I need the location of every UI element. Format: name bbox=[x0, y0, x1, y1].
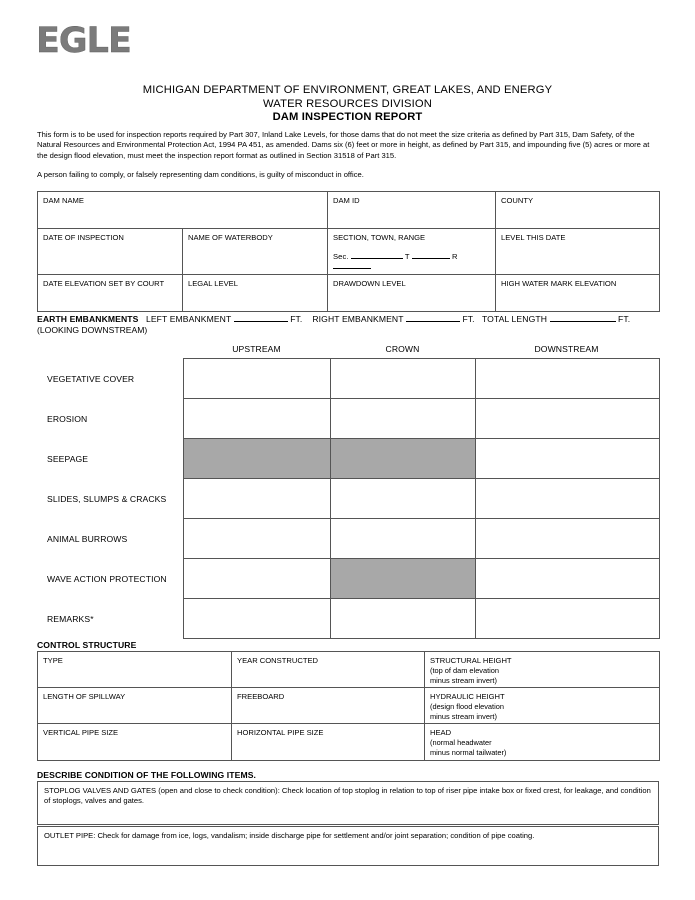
cell-vegetative-cover-crown[interactable] bbox=[330, 359, 475, 399]
cell-remarks-downstream[interactable] bbox=[475, 599, 659, 639]
total-length-unit: FT. bbox=[618, 314, 631, 324]
left-embankment-label: LEFT EMBANKMENT bbox=[145, 314, 232, 324]
table-row bbox=[38, 652, 660, 688]
structural-height-note-1: (top of dam elevation bbox=[430, 666, 500, 675]
page-title: DAM INSPECTION REPORT bbox=[272, 111, 423, 123]
table-row bbox=[37, 479, 659, 519]
earth-embankments-subtitle: (LOOKING DOWNSTREAM) bbox=[37, 325, 148, 335]
row-label-vegetative-cover: VEGETATIVE COVER bbox=[47, 373, 135, 384]
cell-seepage-upstream bbox=[183, 439, 330, 479]
division-name-line: WATER RESOURCES DIVISION bbox=[263, 98, 432, 110]
row-label-remarks: REMARKS* bbox=[47, 613, 94, 624]
hydraulic-height-note-2: minus stream invert) bbox=[430, 711, 497, 721]
cell-animal-burrows-downstream[interactable] bbox=[475, 519, 659, 559]
field-type[interactable]: TYPE bbox=[38, 652, 232, 688]
control-structure-title: CONTROL STRUCTURE bbox=[37, 640, 137, 650]
table-row bbox=[37, 359, 659, 399]
cell-erosion-crown[interactable] bbox=[330, 399, 475, 439]
structural-height-label: STRUCTURAL HEIGHT bbox=[430, 656, 512, 665]
table-row bbox=[37, 439, 659, 479]
sec-blank-input[interactable] bbox=[351, 258, 403, 259]
field-hydraulic-height[interactable] bbox=[425, 688, 660, 724]
field-length-of-spillway[interactable]: LENGTH OF SPILLWAY bbox=[38, 688, 232, 724]
hydraulic-height-note-1: (design flood elevation bbox=[430, 702, 504, 712]
row-label-wave-action-protection: WAVE ACTION PROTECTION bbox=[47, 573, 167, 584]
table-row bbox=[38, 275, 660, 312]
row-label-erosion: EROSION bbox=[47, 413, 88, 424]
cell-wave-action-crown bbox=[330, 559, 475, 599]
right-embankment-unit: FT. bbox=[462, 314, 475, 324]
table-row bbox=[38, 688, 660, 724]
cell-slides-crown[interactable] bbox=[330, 479, 475, 519]
egle-logo-text: EGLE bbox=[36, 21, 131, 61]
field-horizontal-pipe-size[interactable]: HORIZONTAL PIPE SIZE bbox=[232, 724, 425, 760]
township-label: T bbox=[404, 252, 410, 261]
field-dam-name[interactable]: DAM NAME bbox=[38, 192, 328, 229]
field-name-of-waterbody[interactable]: NAME OF WATERBODY bbox=[183, 229, 328, 275]
cell-slides-upstream[interactable] bbox=[183, 479, 330, 519]
field-year-constructed[interactable]: YEAR CONSTRUCTED bbox=[232, 652, 425, 688]
total-length-input[interactable] bbox=[550, 321, 616, 322]
sec-prefix-label: Sec. bbox=[333, 252, 349, 261]
table-row bbox=[37, 559, 659, 599]
section-town-range-blanks[interactable] bbox=[333, 252, 490, 272]
table-row bbox=[38, 192, 660, 229]
egle-logo bbox=[36, 21, 154, 61]
cell-seepage-downstream[interactable] bbox=[475, 439, 659, 479]
earth-embankments-title: EARTH EMBANKMENTS bbox=[37, 314, 139, 324]
field-date-elevation-set-by-court[interactable]: DATE ELEVATION SET BY COURT bbox=[38, 275, 183, 312]
table-row bbox=[37, 519, 659, 559]
section-town-range-label: SECTION, TOWN, RANGE bbox=[333, 233, 426, 242]
field-legal-level[interactable]: LEGAL LEVEL bbox=[183, 275, 328, 312]
column-header-upstream: UPSTREAM bbox=[232, 344, 281, 354]
row-label-slides-slumps-cracks: SLIDES, SLUMPS & CRACKS bbox=[47, 493, 167, 504]
table-row bbox=[37, 399, 659, 439]
table-row bbox=[37, 599, 659, 639]
column-header-downstream: DOWNSTREAM bbox=[534, 344, 599, 354]
table-row bbox=[38, 724, 660, 760]
cell-vegetative-cover-downstream[interactable] bbox=[475, 359, 659, 399]
structural-height-note-2: minus stream invert) bbox=[430, 675, 497, 685]
cell-seepage-crown bbox=[330, 439, 475, 479]
earth-embankments-header bbox=[37, 314, 630, 324]
field-drawdown-level[interactable]: DRAWDOWN LEVEL bbox=[328, 275, 496, 312]
field-date-of-inspection[interactable]: DATE OF INSPECTION bbox=[38, 229, 183, 275]
control-structure-table bbox=[37, 651, 660, 761]
field-head[interactable] bbox=[425, 724, 660, 760]
field-vertical-pipe-size[interactable]: VERTICAL PIPE SIZE bbox=[38, 724, 232, 760]
field-level-this-date[interactable]: LEVEL THIS DATE bbox=[496, 229, 660, 275]
row-label-animal-burrows: ANIMAL BURROWS bbox=[47, 533, 128, 544]
range-blank-input[interactable] bbox=[333, 268, 371, 269]
row-label-seepage: SEEPAGE bbox=[47, 453, 89, 464]
cell-remarks-crown[interactable] bbox=[330, 599, 475, 639]
head-note-1: (normal headwater bbox=[430, 738, 492, 748]
total-length-label: TOTAL LENGTH bbox=[481, 314, 548, 324]
column-header-crown: CROWN bbox=[385, 344, 420, 354]
cell-remarks-upstream[interactable] bbox=[183, 599, 330, 639]
cell-slides-downstream[interactable] bbox=[475, 479, 659, 519]
cell-animal-burrows-crown[interactable] bbox=[330, 519, 475, 559]
cell-animal-burrows-upstream[interactable] bbox=[183, 519, 330, 559]
stoplog-valves-and-gates-box[interactable]: STOPLOG VALVES AND GATES (open and close to check condition): Check location of top stoplog in relation to top of riser pipe intake box or fixed crest, for leakage, and condition of stoplogs, valves and gates. bbox=[37, 781, 659, 825]
field-section-town-range[interactable] bbox=[328, 229, 496, 275]
agency-name-line: MICHIGAN DEPARTMENT OF ENVIRONMENT, GREAT LAKES, AND ENERGY bbox=[142, 84, 553, 96]
right-embankment-input[interactable] bbox=[406, 321, 460, 322]
describe-conditions-title: DESCRIBE CONDITION OF THE FOLLOWING ITEMS. bbox=[37, 770, 257, 780]
left-embankment-unit: FT. bbox=[290, 314, 303, 324]
hydraulic-height-label: HYDRAULIC HEIGHT bbox=[430, 692, 505, 702]
cell-wave-action-downstream[interactable] bbox=[475, 559, 659, 599]
intro-paragraph-2: A person failing to comply, or falsely representing dam conditions, is guilty of misconduct in office. bbox=[37, 170, 364, 179]
field-county[interactable]: COUNTY bbox=[496, 192, 660, 229]
head-label: HEAD bbox=[430, 728, 452, 738]
intro-paragraph-1: This form is to be used for inspection reports required by Part 307, Inland Lake Levels, for those dams that do not meet the size criteria as defined by Part 315, Dam Safety, of the Natural Resources and Environmental Protection Act, 1994 PA 451, as amended. Dams six (6) feet or more in height, as defined by Part 315, and impounding five (5) acres or more at the design flood elevation, must meet the inspection report format as outlined in Section 31518 of Part 315. bbox=[37, 130, 650, 160]
field-freeboard[interactable]: FREEBOARD bbox=[232, 688, 425, 724]
field-high-water-mark-elevation[interactable]: HIGH WATER MARK ELEVATION bbox=[496, 275, 660, 312]
field-dam-id[interactable]: DAM ID bbox=[328, 192, 496, 229]
cell-erosion-upstream[interactable] bbox=[183, 399, 330, 439]
outlet-pipe-box[interactable]: OUTLET PIPE: Check for damage from ice, logs, vandalism; inside discharge pipe for settlement and/or joint separation; condition of pipe coating. bbox=[37, 826, 659, 866]
cell-vegetative-cover-upstream[interactable] bbox=[183, 359, 330, 399]
table-row bbox=[38, 229, 660, 275]
head-note-2: minus normal tailwater) bbox=[430, 747, 507, 757]
cell-wave-action-upstream[interactable] bbox=[183, 559, 330, 599]
township-blank-input[interactable] bbox=[412, 258, 450, 259]
dam-identification-table bbox=[37, 191, 660, 312]
right-embankment-label: RIGHT EMBANKMENT bbox=[312, 314, 404, 324]
left-embankment-input[interactable] bbox=[234, 321, 288, 322]
range-label: R bbox=[451, 252, 458, 261]
embankment-condition-matrix bbox=[37, 358, 660, 639]
cell-erosion-downstream[interactable] bbox=[475, 399, 659, 439]
field-structural-height[interactable] bbox=[425, 652, 660, 688]
